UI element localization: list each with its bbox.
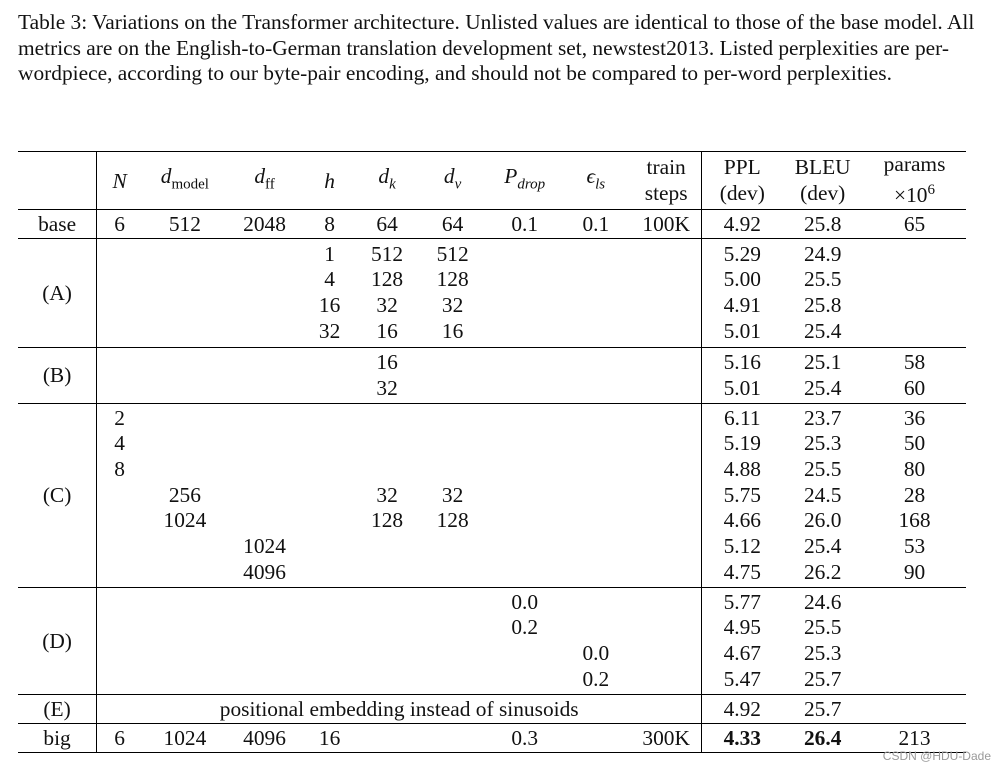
cell-d-ff: 4096	[228, 724, 302, 753]
row-label: big	[18, 724, 97, 753]
cell-steps: 100K	[631, 210, 702, 239]
cell-d-model: 1024	[142, 724, 228, 753]
table-row-base	[18, 210, 966, 239]
cell-bleu: 25.8	[782, 210, 863, 239]
caption-text: Variations on the Transformer architecture. Unlisted values are identical to those of the base model. All metrics are on the English-to-German translation development set, newstest2013. Listed perplexities are per-wordpiece, according to our byte-pair encoding, and should not be compared to per-word perplexities.	[18, 10, 975, 86]
cell-bleu: 25.1 25.4	[782, 348, 863, 404]
watermark: CSDN @HDU-Dade	[882, 749, 991, 763]
cell-d-k: 16 32	[358, 348, 416, 404]
cell-n: 2 4 8	[97, 404, 142, 588]
cell-ppl: 5.77 4.95 4.67 5.47	[702, 588, 783, 695]
table-row-big	[18, 724, 966, 753]
cell-d-ff: 1024 4096	[228, 404, 302, 588]
row-label: (B)	[18, 348, 97, 404]
table-row-e	[18, 695, 966, 724]
row-label: base	[18, 210, 97, 239]
cell-ppl: 5.29 5.00 4.91 5.01	[702, 239, 783, 348]
cell-d-v: 32 128	[416, 404, 489, 588]
header-n: N	[97, 152, 142, 210]
cell-bleu: 24.6 25.5 25.3 25.7	[782, 588, 863, 695]
header-ppl: PPL (dev)	[702, 152, 783, 210]
cell-ppl: 4.92	[702, 695, 783, 724]
header-h: h	[301, 152, 357, 210]
cell-params: 213	[863, 724, 966, 753]
cell-h: 16	[301, 724, 357, 753]
header-d-v: $d_v$	[416, 152, 489, 210]
cell-params: 58 60	[863, 348, 966, 404]
cell-d-k: 64	[358, 210, 416, 239]
cell-bleu: 25.7	[782, 695, 863, 724]
table-row-c	[18, 404, 966, 588]
cell-ppl: 5.16 5.01	[702, 348, 783, 404]
cell-eps: 0.1	[561, 210, 632, 239]
cell-steps: 300K	[631, 724, 702, 753]
header-d-ff: $d_{ff}$	[228, 152, 302, 210]
table-row-a	[18, 239, 966, 348]
cell-d-v: 64	[416, 210, 489, 239]
cell-params: 65	[863, 210, 966, 239]
cell-n: 6	[97, 210, 142, 239]
row-label: (D)	[18, 588, 97, 695]
cell-h: 1 4 16 32	[301, 239, 357, 348]
cell-eps: 0.0 0.2	[561, 588, 632, 695]
cell-ppl: 6.11 5.19 4.88 5.75 4.66 5.12 4.75	[702, 404, 783, 588]
cell-p-drop: 0.0 0.2	[489, 588, 561, 695]
cell-ppl: 4.33	[702, 724, 783, 753]
header-d-model: $d_{model}$	[142, 152, 228, 210]
cell-params: 36 50 80 28 168 53 90	[863, 404, 966, 588]
cell-bleu: 23.7 25.3 25.5 24.5 26.0 25.4 26.2	[782, 404, 863, 588]
caption-label: Table 3:	[18, 10, 88, 34]
cell-p-drop: 0.1	[489, 210, 561, 239]
header-train-steps: train steps	[631, 152, 702, 210]
header-d-k: $d_k$	[358, 152, 416, 210]
cell-h: 8	[301, 210, 357, 239]
cell-note: positional embedding instead of sinusoids	[97, 695, 702, 724]
cell-bleu: 26.4	[782, 724, 863, 753]
table-row-b	[18, 348, 966, 404]
cell-ppl: 4.92	[702, 210, 783, 239]
header-row	[18, 152, 966, 210]
header-p-drop: $P_{drop}$	[489, 152, 561, 210]
cell-d-ff: 2048	[228, 210, 302, 239]
row-label: (C)	[18, 404, 97, 588]
cell-d-v: 512 128 32 16	[416, 239, 489, 348]
table-caption	[18, 10, 986, 87]
cell-d-k: 32 128	[358, 404, 416, 588]
row-label: (A)	[18, 239, 97, 348]
header-blank	[18, 152, 97, 210]
cell-d-model: 256 1024	[142, 404, 228, 588]
header-eps-ls: $\epsilon_{ls}$	[561, 152, 632, 210]
cell-n: 6	[97, 724, 142, 753]
row-label: (E)	[18, 695, 97, 724]
cell-p-drop: 0.3	[489, 724, 561, 753]
cell-bleu: 24.9 25.5 25.8 25.4	[782, 239, 863, 348]
cell-d-model: 512	[142, 210, 228, 239]
header-bleu: BLEU (dev)	[782, 152, 863, 210]
cell-d-k: 512 128 32 16	[358, 239, 416, 348]
header-params: params $\times 10^6$	[863, 152, 966, 210]
table-row-d	[18, 588, 966, 695]
results-table	[18, 151, 966, 753]
